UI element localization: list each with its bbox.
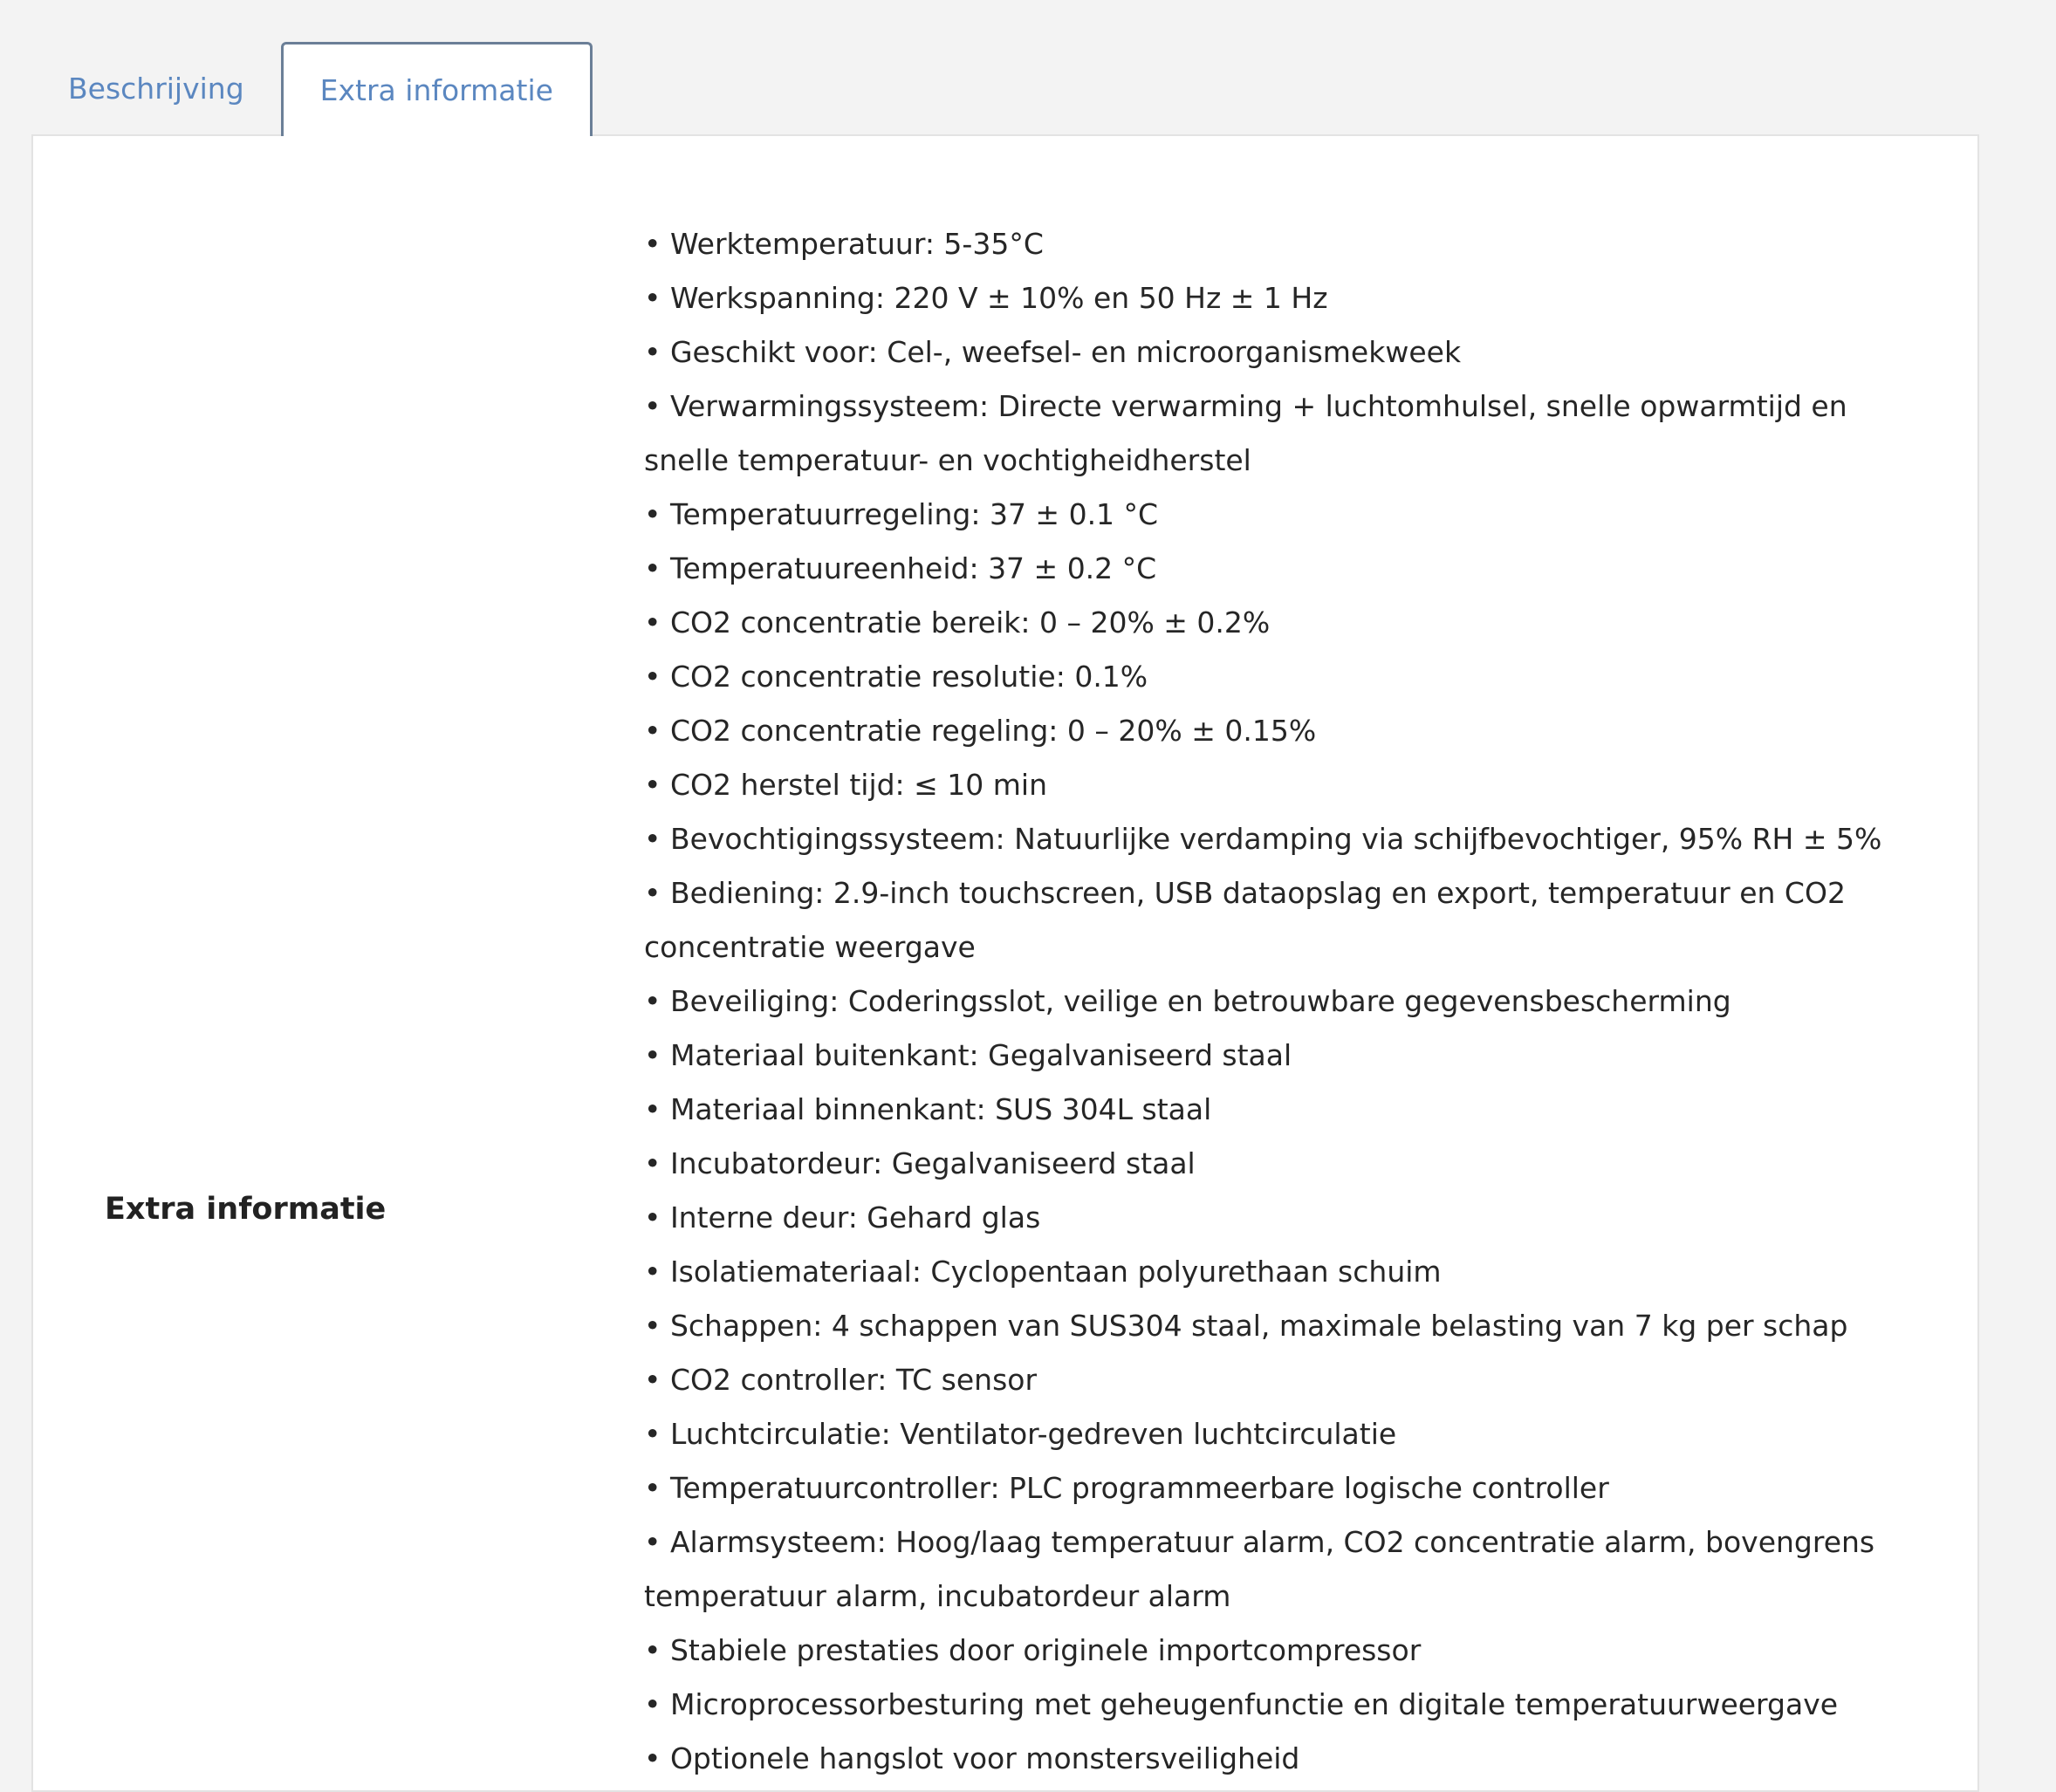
spec-item: • CO2 controller: TC sensor xyxy=(644,1363,1038,1397)
spec-item: • Verwarmingssysteem: Directe verwarming + luchtomhulsel, snelle opwarmtijd en snelle temperatuur- en vochtigheidherstel xyxy=(644,389,1847,477)
spec-item: • CO2 concentratie resolutie: 0.1% xyxy=(644,660,1148,694)
spec-item: • Microprocessorbesturing met geheugenfunctie en digitale temperatuurweergave xyxy=(644,1687,1839,1721)
spec-item: • Temperatuurregeling: 37 ± 0.1 °C xyxy=(644,497,1159,531)
spec-item: • Beveiliging: Coderingsslot, veilige en betrouwbare gegevensbescherming xyxy=(644,984,1731,1018)
spec-item: • Materiaal buitenkant: Gegalvaniseerd staal xyxy=(644,1038,1292,1072)
tab-beschrijving[interactable]: Beschrijving xyxy=(68,71,244,106)
spec-item: • Materiaal binnenkant: SUS 304L staal xyxy=(644,1092,1212,1126)
spec-item: • Bevochtigingssysteem: Natuurlijke verdamping via schijfbevochtiger, 95% RH ± 5% xyxy=(644,822,1882,856)
spec-item: • Optionele hangslot voor monstersveiligheid xyxy=(644,1741,1300,1775)
spec-item: • Isolatiemateriaal: Cyclopentaan polyurethaan schuim xyxy=(644,1255,1442,1289)
spec-item: • Schappen: 4 schappen van SUS304 staal, maximale belasting van 7 kg per schap xyxy=(644,1309,1848,1343)
spec-item: • Geschikt voor: Cel-, weefsel- en microorganismekweek xyxy=(644,335,1462,369)
spec-item: • Stabiele prestaties door originele importcompressor xyxy=(644,1633,1422,1667)
spec-item: • Incubatordeur: Gegalvaniseerd staal xyxy=(644,1146,1196,1180)
spec-item: • CO2 concentratie bereik: 0 – 20% ± 0.2% xyxy=(644,605,1271,640)
spec-item: • Luchtcirculatie: Ventilator-gedreven luchtcirculatie xyxy=(644,1417,1397,1451)
spec-item: • Interne deur: Gehard glas xyxy=(644,1200,1041,1235)
tab-bar xyxy=(31,42,593,134)
spec-item: • Bediening: 2.9-inch touchscreen, USB dataopslag en export, temperatuur en CO2 concentratie weergave xyxy=(644,876,1846,964)
spec-item: • Werkspanning: 220 V ± 10% en 50 Hz ± 1 Hz xyxy=(644,281,1328,315)
spec-item: • CO2 herstel tijd: ≤ 10 min xyxy=(644,768,1048,802)
spec-item: • CO2 concentratie regeling: 0 – 20% ± 0.15% xyxy=(644,714,1317,748)
tab-extra-informatie[interactable]: Extra informatie xyxy=(281,42,593,136)
spec-item: • Temperatuureenheid: 37 ± 0.2 °C xyxy=(644,551,1157,585)
tab-panel-extra-informatie xyxy=(31,134,1979,1792)
spec-item: • Temperatuurcontroller: PLC programmeerbare logische controller xyxy=(644,1471,1609,1505)
spec-item: • Werktemperatuur: 5-35°C xyxy=(644,227,1044,261)
attribute-label: Extra informatie xyxy=(105,1192,387,1227)
specification-list xyxy=(644,217,1883,1786)
spec-item: • Alarmsysteem: Hoog/laag temperatuur alarm, CO2 concentratie alarm, bovengrens temperatuur alarm, incubatordeur alarm xyxy=(644,1525,1875,1613)
